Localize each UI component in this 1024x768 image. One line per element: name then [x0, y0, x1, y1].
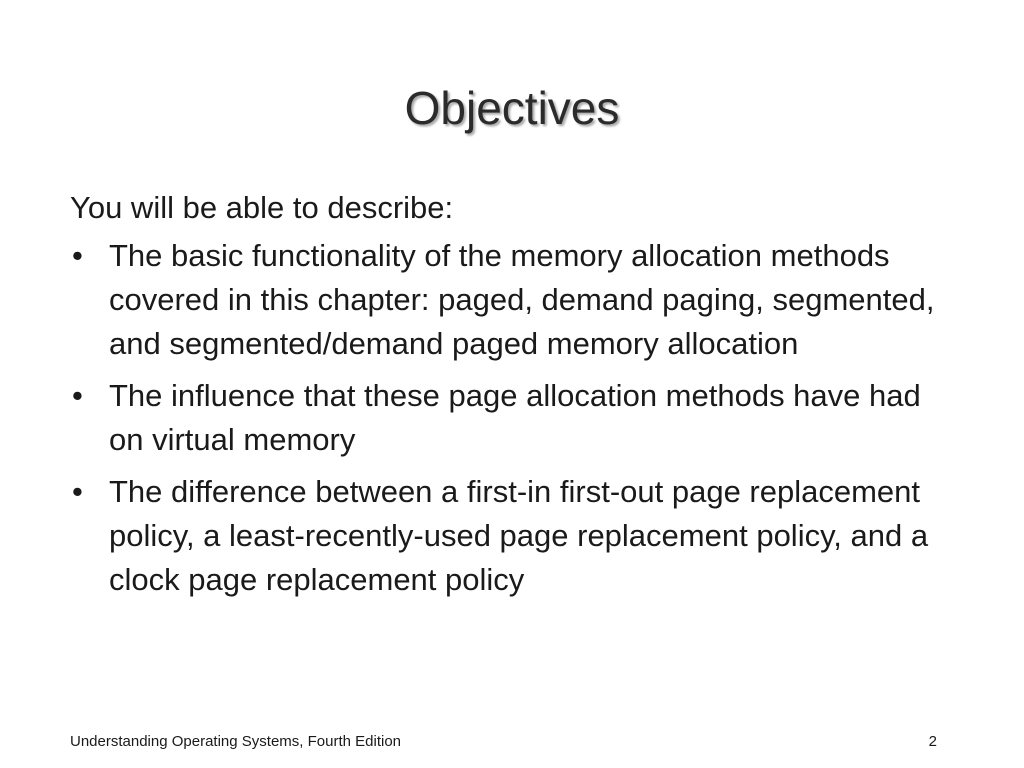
- slide-title: Objectives: [404, 82, 620, 134]
- footer-book-title: Understanding Operating Systems, Fourth Edition: [70, 733, 402, 750]
- bullet-item: [70, 234, 950, 366]
- footer-page-number: 2: [928, 733, 937, 750]
- slide-body: [70, 186, 950, 610]
- bullet-icon: •: [72, 378, 83, 413]
- bullet-list: [70, 234, 950, 602]
- bullet-icon: •: [72, 474, 83, 509]
- bullet-text: The difference between a first-in first-out page replacement policy, a least-recently-used page replacement policy, and a clock page replacement policy: [109, 474, 929, 597]
- bullet-text: The influence that these page allocation methods have had on virtual memory: [109, 378, 921, 457]
- bullet-item: [70, 374, 950, 462]
- bullet-icon: •: [72, 238, 83, 273]
- bullet-item: [70, 470, 950, 602]
- intro-text: You will be able to describe:: [70, 190, 454, 225]
- bullet-text: The basic functionality of the memory allocation methods covered in this chapter: paged, demand paging, segmented, and segmented/demand paged memory allocation: [109, 238, 935, 361]
